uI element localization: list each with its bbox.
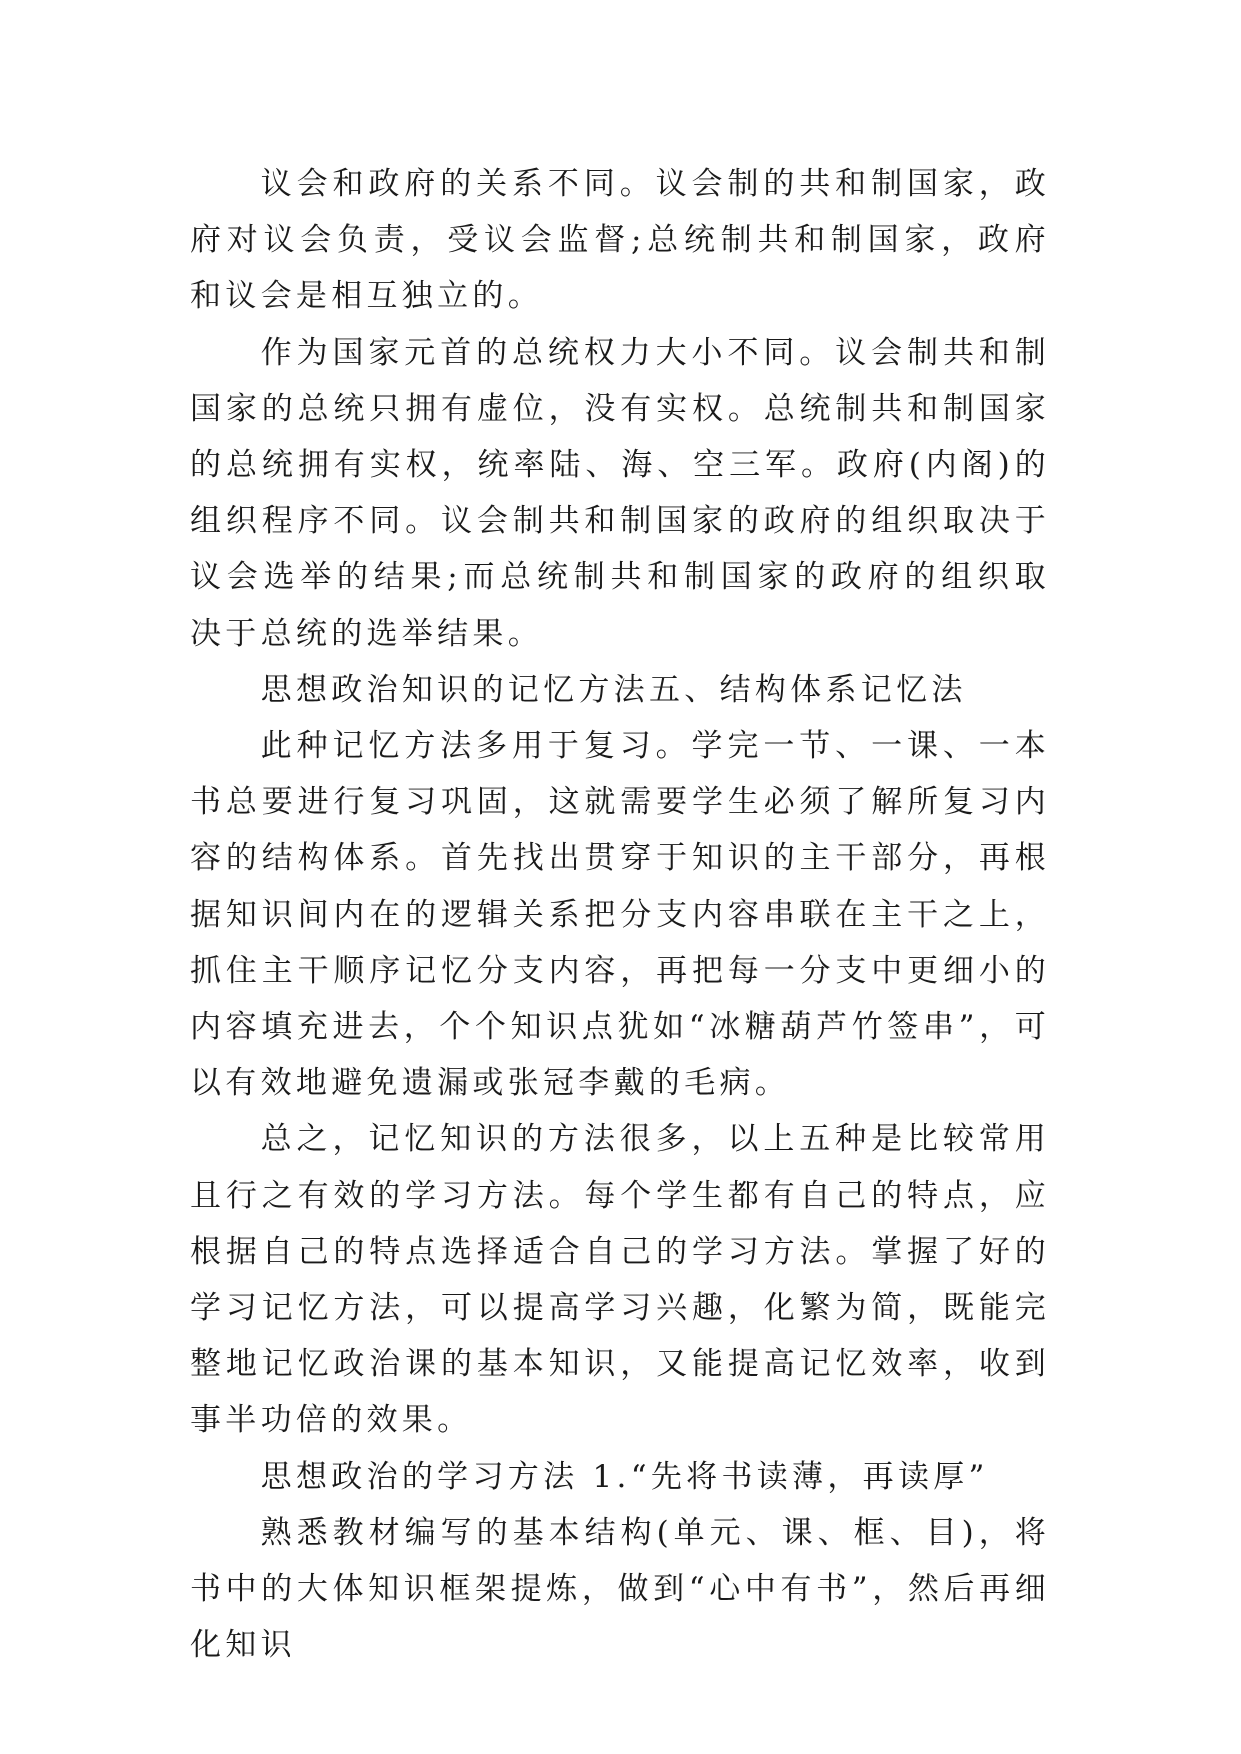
document-body bbox=[190, 156, 1050, 1673]
section-heading-study-method-1: 思想政治的学习方法 1.“先将书读薄，再读厚” bbox=[260, 1458, 989, 1495]
section-heading-memory-method-5: 思想政治知识的记忆方法五、结构体系记忆法 bbox=[260, 671, 967, 708]
paragraph-3: 此种记忆方法多用于复习。学完一节、一课、一本书总要进行复习巩固，这就需要学生必须了解所复习内容的结构体系。首先找出贯穿于知识的主干部分，再根据知识间内在的逻辑关系把分支内容串联在主干之上，抓住主干顺序记忆分支内容，再把每一分支中更细小的内容填充进去，个个知识点犹如“冰糖葫芦竹签串”，可以有效地避免遗漏或张冠李戴的毛病。 bbox=[190, 728, 1050, 1102]
paragraph-2: 作为国家元首的总统权力大小不同。议会制共和制国家的总统只拥有虚位，没有实权。总统制共和制国家的总统拥有实权，统率陆、海、空三军。政府(内阁)的组织程序不同。议会制共和制国家的政府的组织取决于议会选举的结果;而总统制共和制国家的政府的组织取决于总统的选举结果。 bbox=[190, 334, 1050, 652]
paragraph-1: 议会和政府的关系不同。议会制的共和制国家，政府对议会负责，受议会监督;总统制共和制国家，政府和议会是相互独立的。 bbox=[190, 166, 1050, 315]
paragraph-5: 熟悉教材编写的基本结构(单元、课、框、目)，将书中的大体知识框架提炼，做到“心中有书”，然后再细化知识 bbox=[190, 1514, 1050, 1664]
paragraph-4: 总之，记忆知识的方法很多，以上五种是比较常用且行之有效的学习方法。每个学生都有自己的特点，应根据自己的特点选择适合自己的学习方法。掌握了好的学习记忆方法，可以提高学习兴趣，化繁为简，既能完整地记忆政治课的基本知识，又能提高记忆效率，收到事半功倍的效果。 bbox=[190, 1121, 1050, 1439]
